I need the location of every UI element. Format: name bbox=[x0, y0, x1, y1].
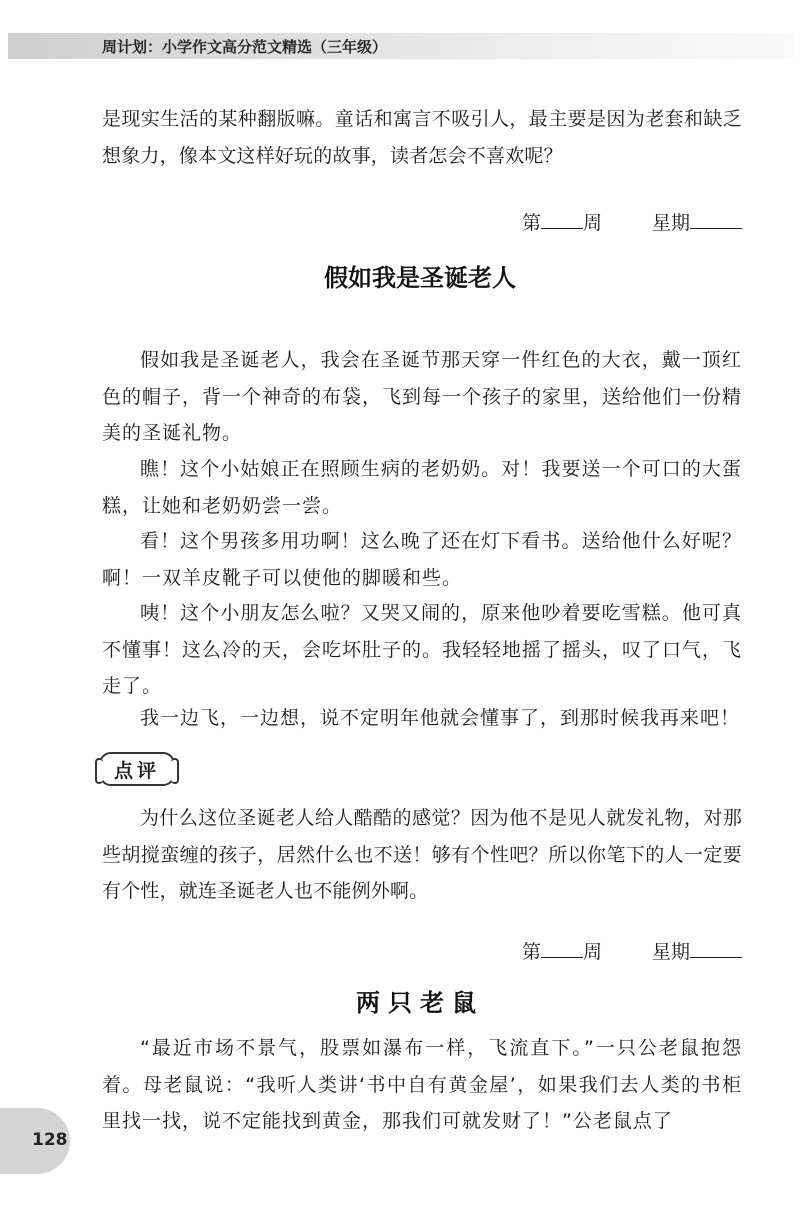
story1-paragraph-5: 我一边飞，一边想，说不定明年他就会懂事了，到那时候我再来吧！ bbox=[140, 707, 741, 729]
week-blank bbox=[541, 941, 583, 958]
weekday-label: 星期 bbox=[651, 941, 690, 963]
week-line-2 bbox=[522, 937, 742, 964]
story1-paragraph-4: 咦！这个小朋友怎么啦？又哭又闹的，原来他吵着要吃雪糕。他可真不懂事！这么冷的天，会吃坏肚子的。我轻轻地摇了摇头，叹了口气，飞走了。 bbox=[102, 602, 743, 697]
story2-title: 两只老鼠 bbox=[356, 989, 484, 1017]
weekday-label: 星期 bbox=[651, 212, 690, 234]
intro-paragraph: 是现实生活的某种翻版嘛。童话和寓言不吸引人，最主要是因为老套和缺乏想象力，像本文这样好玩的故事，读者怎会不喜欢呢？ bbox=[102, 108, 742, 167]
week-di-label: 第 bbox=[521, 941, 541, 963]
week-di-label: 第 bbox=[521, 212, 541, 234]
comment-badge: 点评 bbox=[99, 752, 175, 786]
comment-paragraph: 为什么这位圣诞老人给人酷酷的感觉？因为他不是见人就发礼物，对那些胡搅蛮缠的孩子，居然什么也不送！够有个性吧？所以你笔下的人一定要有个性，就连圣诞老人也不能例外啊。 bbox=[102, 807, 742, 902]
week-zhou-label: 周 bbox=[582, 212, 602, 234]
week-line-1 bbox=[522, 208, 742, 235]
weekday-blank bbox=[690, 941, 742, 958]
story2-paragraph: “最近市场不景气，股票如瀑布一样，飞流直下。”一只公老鼠抱怨着。母老鼠说：“我听人类讲‘书中自有黄金屋’，如果我们去人类的书柜里找一找，说不定能找到黄金，那我们可就发财了！”公老鼠点了 bbox=[102, 1037, 742, 1132]
story1-paragraph-2: 瞧！这个小姑娘正在照顾生病的老奶奶。对！我要送一个可口的大蛋糕，让她和老奶奶尝一尝。 bbox=[102, 458, 742, 517]
week-blank bbox=[541, 212, 583, 229]
page-number: 128 bbox=[32, 1130, 68, 1150]
weekday-blank bbox=[690, 212, 742, 229]
story1-paragraph-1: 假如我是圣诞老人，我会在圣诞节那天穿一件红色的大衣，戴一顶红色的帽子，背一个神奇的布袋，飞到每一个孩子的家里，送给他们一份精美的圣诞礼物。 bbox=[102, 349, 743, 444]
week-zhou-label: 周 bbox=[582, 941, 602, 963]
running-header: 周计划：小学作文高分范文精选（三年级） bbox=[102, 38, 388, 56]
story1-title: 假如我是圣诞老人 bbox=[324, 264, 516, 292]
story1-paragraph-3: 看！这个男孩多用功啊！这么晚了还在灯下看书。送给他什么好呢？啊！一双羊皮靴子可以使他的脚暖和些。 bbox=[102, 530, 742, 589]
